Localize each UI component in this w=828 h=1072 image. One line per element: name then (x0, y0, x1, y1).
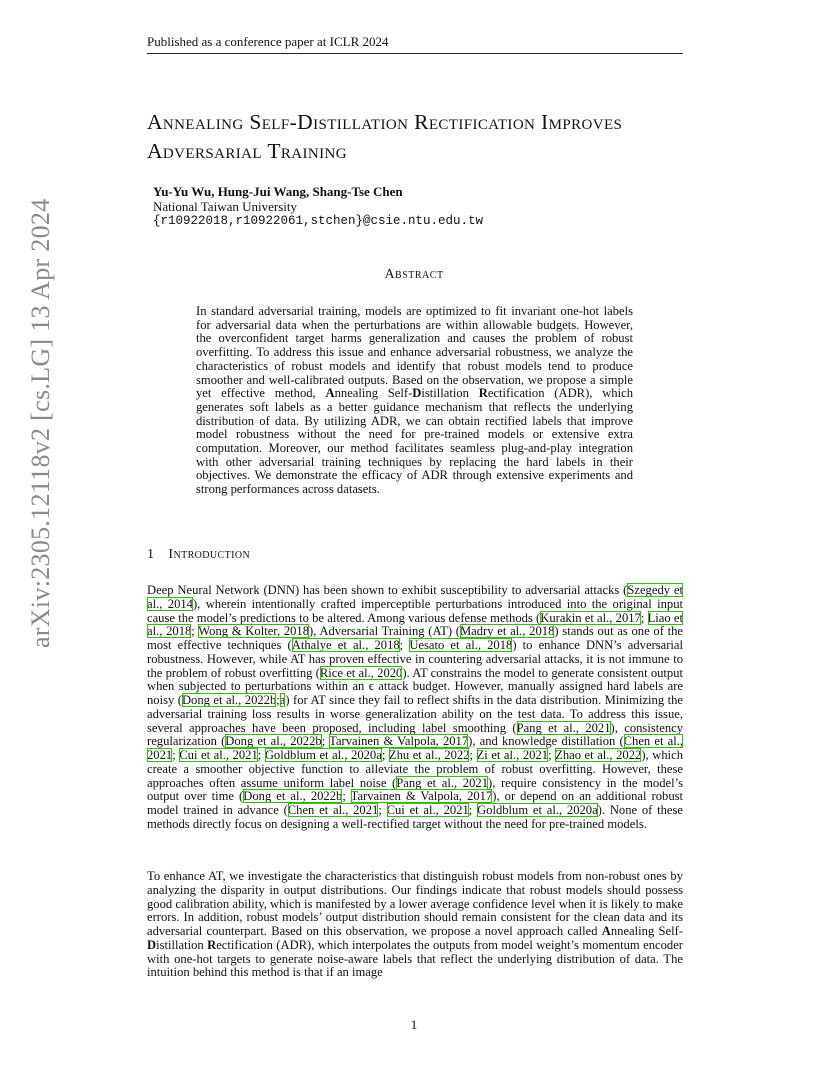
paragraph-text: ), wherein intentionally crafted imperceptible perturbations introduced into the original input cause the model’s predictions to be altered. Among various defense methods ( (147, 596, 683, 625)
citation-link[interactable]: Liao et al., 2018 (147, 610, 683, 639)
citation-link[interactable]: Dong et al., 2022b (225, 734, 322, 749)
citation-link[interactable]: Zhao et al., 2022 (555, 748, 642, 762)
citation-link[interactable]: Dong et al., 2022b (181, 693, 277, 707)
paragraph-text: ), which create a smoother objective function to alleviate the problem of robust overfitting. However, these approaches often assume uniform label noise ( (147, 748, 683, 790)
author-affiliation: National Taiwan University (153, 199, 297, 214)
citation-link[interactable]: Cui et al., 2021 (386, 803, 469, 817)
paragraph-text: ), and knowledge distillation ( (468, 734, 624, 749)
running-header: Published as a conference paper at ICLR 2024 (147, 34, 683, 54)
paragraph-text: ; (399, 638, 410, 652)
paragraph-text: nnealing Self- (610, 924, 683, 938)
citation-link[interactable]: Uesato et al., 2018 (409, 638, 513, 652)
paragraph-text: ; (468, 803, 478, 817)
citation-link[interactable]: Zhu et al., 2022 (388, 748, 470, 762)
paragraph-text: To enhance AT, we investigate the characteristics that distinguish robust models from non-robust ones by analyzing the disparity in output distributions. Our findings indicate that robust models should possess good calibration ability, which is manifested by a lower average confidence level when it is likely to make errors. In addition, robust models’ output distribution should remain consistent for the clean data and its adversarial counterpart. Based on this observation, we propose a novel approach called (147, 869, 683, 938)
citation-link[interactable]: Chen et al., 2021 (287, 803, 379, 817)
section-number: 1 (147, 547, 155, 562)
citation-link[interactable]: Kurakin et al., 2017 (540, 610, 641, 625)
abstract-text: nnealing Self- (334, 386, 413, 401)
citation-link[interactable]: Pang et al., 2021 (516, 720, 611, 735)
citation-link[interactable]: Rice et al., 2020 (319, 665, 403, 680)
paragraph-text: ), require consistency in the model’s output over time ( (147, 775, 683, 804)
paragraph-text: ; (257, 748, 265, 762)
author-emails: {r10922018,r10922061,stchen}@csie.ntu.edu.tw (153, 214, 484, 228)
citation-link[interactable]: Pang et al., 2021 (396, 775, 488, 790)
paragraph-text: Deep Neural Network (DNN) has been shown to exhibit susceptibility to adversarial attacks ( (147, 583, 628, 597)
citation-link[interactable]: Zi et al., 2021 (476, 748, 549, 762)
paragraph-text: ectification (ADR), which interpolates the outputs from model weight’s momentum encoder with one-hot targets to generate noise-aware labels that reflect the underlying distribution of data. The intuition behind this method is that if an image (147, 937, 683, 980)
author-names: Yu-Yu Wu, Hung-Jui Wang, Shang-Tse Chen (153, 184, 403, 199)
paragraph-text: ), or depend on an additional robust model trained in advance ( (147, 789, 684, 817)
author-block (153, 184, 483, 229)
citation-link[interactable]: Goldblum et al., 2020a (477, 803, 598, 817)
abstract-bold-letter: A (325, 386, 335, 401)
abstract-bold-letter: R (478, 386, 488, 401)
paragraph-text: ) to enhance DNN’s adversarial robustness. However, while AT has proven effective in countering adversarial attacks, it is not immune to the problem of robust overfitting ( (147, 638, 683, 680)
intro-paragraph-2 (147, 870, 683, 980)
paper-title: Annealing Self-Distillation Rectification Improves Adversarial Training (147, 110, 623, 163)
page-number: 1 (410, 1017, 418, 1032)
abstract-body (196, 305, 633, 497)
paragraph-text: ; (548, 748, 556, 762)
paragraph-text: ), consistency regularization ( (147, 720, 684, 749)
paragraph-text: ) for AT since they fail to reflect shifts in the data distribution. Minimizing the adversarial training loss results in worse generalization ability on the test data. To address this issue, several approaches have been proposed, including label smoothing ( (147, 693, 683, 735)
abstract-heading: Abstract (384, 267, 444, 282)
paragraph-text: ). None of these methods directly focus on designing a well-rectified target without the need for pre-trained models. (147, 803, 683, 831)
citation-link[interactable]: Tarvainen & Valpola, 2017 (350, 789, 493, 804)
paragraph-text: ; (378, 803, 387, 817)
paragraph-text: ), Adversarial Training (AT) ( (309, 624, 460, 639)
paragraph-text: ; (342, 789, 351, 804)
paragraph-text: ; (191, 624, 199, 639)
citation-link[interactable]: Dong et al., 2022b (243, 789, 343, 804)
paragraph-text: ; (276, 693, 280, 707)
arxiv-identifier-sidebar[interactable]: arXiv:2305.12118v2 [cs.LG] 13 Apr 2024 (26, 198, 55, 648)
abstract-text: In standard adversarial training, models are optimized to fit invariant one-hot labels for adversarial data when the perturbations are within allowable budgets. However, the overconfident target harms generalization and causes the problem of robust overfitting. To address this issue and enhance adversarial robustness, we analyze the characteristics of robust models and identify that robust models tend to produce smoother and well-calibrated outputs. Based on the observation, we propose a simple yet effective method, (196, 304, 633, 401)
intro-paragraph-1 (147, 584, 683, 832)
citation-link[interactable]: Athalye et al., 2018 (291, 638, 400, 652)
citation-link[interactable]: Chen et al., 2021 (147, 734, 684, 762)
citation-link[interactable]: Tarvainen & Valpola, 2017 (329, 734, 469, 749)
citation-link[interactable]: Wong & Kolter, 2018 (198, 624, 310, 639)
bold-letter: R (207, 937, 217, 952)
section-title: Introduction (168, 547, 251, 562)
paragraph-text: ) stands out as one of the most effective techniques ( (147, 624, 684, 652)
citation-link[interactable]: a (279, 693, 286, 707)
paragraph-text: ; (469, 748, 477, 762)
citation-link[interactable]: Madry et al., 2018 (459, 624, 555, 639)
paragraph-text: istillation (156, 937, 208, 952)
bold-letter: A (601, 924, 611, 938)
citation-link[interactable]: Szegedy et al., 2014 (147, 583, 683, 611)
section-heading (147, 547, 250, 563)
citation-link[interactable]: Goldblum et al., 2020a (264, 748, 382, 762)
paragraph-text: ). AT constrains the model to generate consistent output when subjected to perturbations within an ϵ attack budget. However, manually assigned hard labels are noisy ( (147, 665, 684, 707)
abstract-text: ectification (ADR), which generates soft labels as a better guidance mechanism that reflects the underlying distribution of data. By utilizing ADR, we can obtain rectified labels that improve model robustness without the need for pre-trained models or extensive extra computation. Moreover, our method facilitates seamless plug-and-play integration with other adversarial training techniques by replacing the hard labels in their objectives. We demonstrate the efficacy of ADR through extensive experiments and strong performances across datasets. (196, 386, 633, 497)
paragraph-text: ; (172, 748, 180, 762)
bold-letter: D (147, 937, 157, 952)
abstract-bold-letter: D (412, 386, 422, 401)
paragraph-text: ; (321, 734, 330, 749)
abstract-text: istillation (421, 386, 479, 401)
paragraph-text: ; (381, 748, 389, 762)
citation-link[interactable]: Cui et al., 2021 (179, 748, 258, 762)
paragraph-text: ; (640, 610, 648, 625)
